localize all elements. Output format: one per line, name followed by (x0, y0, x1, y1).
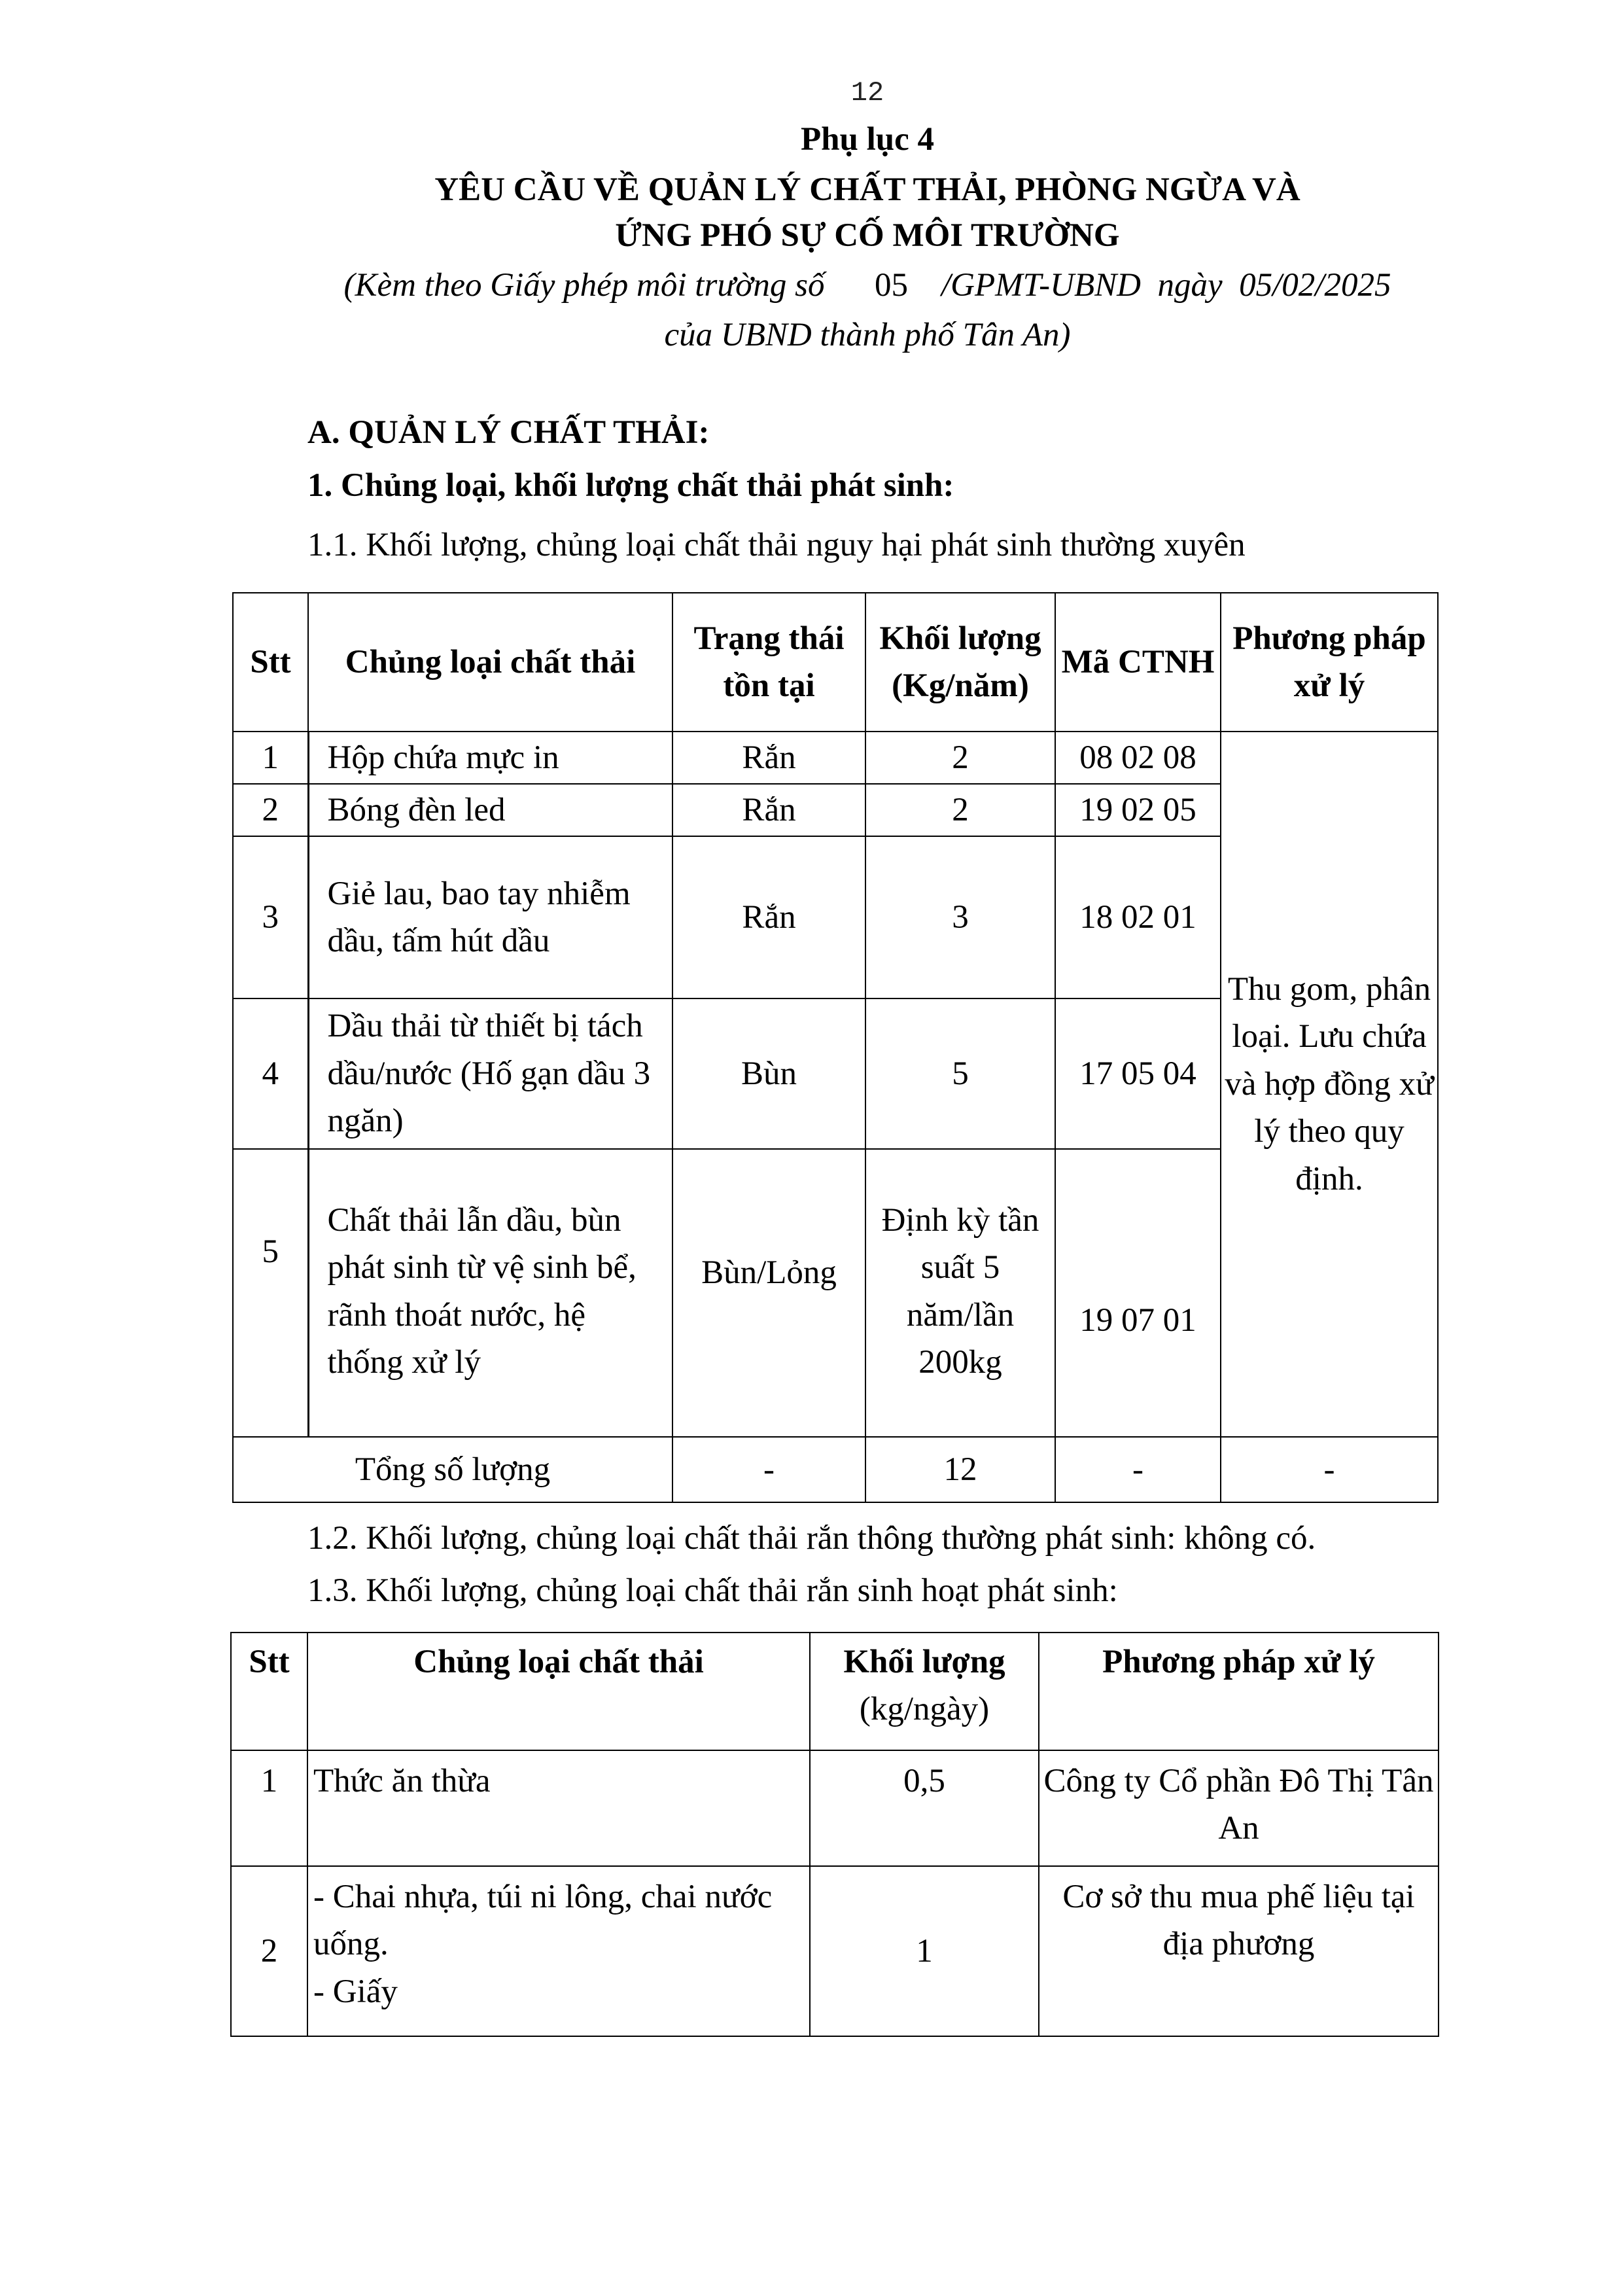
cell-method: Công ty Cổ phần Đô Thị Tân An (1039, 1750, 1439, 1866)
header-stt: Stt (233, 593, 308, 732)
cell-method: Cơ sở thu mua phế liệu tại địa phương (1039, 1866, 1439, 2036)
table-row (231, 1750, 1439, 1866)
header-code: Mã CTNH (1055, 593, 1221, 732)
cell-code: 19 07 01 (1055, 1149, 1221, 1437)
cell-state: Rắn (672, 836, 865, 998)
total-method: - (1221, 1437, 1438, 1502)
document-subtitle-line2: của UBND thành phố Tân An) (664, 317, 1071, 353)
cell-code: 19 02 05 (1055, 784, 1221, 836)
cell-stt: 2 (233, 784, 308, 836)
subtitle-text-1: (Kèm theo Giấy phép môi trường số (343, 267, 825, 304)
cell-mass: 1 (810, 1866, 1039, 2036)
section-1-1-text: 1.1. Khối lượng, chủng loại chất thải nguy hại phát sinh thường xuyên (307, 527, 1246, 563)
permit-number: 05 (874, 267, 908, 304)
waste-type-line: - Giấy (313, 1973, 398, 2010)
header-mass: Khối lượng (Kg/năm) (865, 593, 1055, 732)
cell-waste-type: Giẻ lau, bao tay nhiễm dầu, tấm hút dầu (308, 836, 672, 998)
cell-stt: 2 (231, 1866, 307, 2036)
cell-waste-type: Bóng đèn led (308, 784, 672, 836)
header-waste-type: Chủng loại chất thải (307, 1633, 810, 1750)
document-title-line2: ỨNG PHÓ SỰ CỐ MÔI TRƯỜNG (615, 217, 1120, 254)
cell-state: Bùn/Lỏng (672, 1149, 865, 1437)
total-state: - (672, 1437, 865, 1502)
header-mass-unit: (kg/ngày) (859, 1691, 990, 1728)
header-state: Trạng thái tồn tại (672, 593, 865, 732)
cell-waste-type: Thức ăn thừa (307, 1750, 810, 1866)
total-code: - (1055, 1437, 1221, 1502)
header-method: Phương pháp xử lý (1221, 593, 1438, 732)
section-1-heading: 1. Chủng loại, khối lượng chất thải phát sinh: (307, 467, 954, 504)
cell-code: 18 02 01 (1055, 836, 1221, 998)
cell-waste-type (307, 1866, 810, 2036)
section-1-3-text: 1.3. Khối lượng, chủng loại chất thải rắn sinh hoạt phát sinh: (307, 1572, 1118, 1609)
page-number: 12 (850, 77, 884, 109)
cell-mass: 0,5 (810, 1750, 1039, 1866)
waste-type-line: - Chai nhựa, túi ni lông, chai nước uống. (313, 1879, 773, 1963)
subtitle-text-2: /GPMT-UBND ngày 05/02/2025 (941, 267, 1391, 304)
document-subtitle-line1 (0, 264, 1623, 307)
cell-waste-type: Hộp chứa mực in (308, 732, 672, 784)
cell-waste-type: Dầu thải từ thiết bị tách dầu/nước (Hố gạn dầu 3 ngăn) (308, 998, 672, 1149)
cell-state: Rắn (672, 732, 865, 784)
cell-stt: 3 (233, 836, 308, 998)
cell-mass: 5 (865, 998, 1055, 1149)
cell-mass: 3 (865, 836, 1055, 998)
cell-stt: 5 (233, 1149, 308, 1437)
document-title-line1: YÊU CẦU VỀ QUẢN LÝ CHẤT THẢI, PHÒNG NGỪA VÀ (434, 171, 1300, 208)
cell-mass: Định kỳ tần suất 5 năm/lần 200kg (865, 1149, 1055, 1437)
table-header-row (233, 593, 1438, 732)
domestic-waste-table (230, 1632, 1439, 2037)
table-row (231, 1866, 1439, 2036)
section-1-2-text: 1.2. Khối lượng, chủng loại chất thải rắn thông thường phát sinh: không có. (307, 1520, 1316, 1557)
cell-mass: 2 (865, 784, 1055, 836)
header-waste-type: Chủng loại chất thải (308, 593, 672, 732)
cell-mass: 2 (865, 732, 1055, 784)
hazardous-waste-table (232, 592, 1439, 1503)
cell-state: Bùn (672, 998, 865, 1149)
cell-stt: 4 (233, 998, 308, 1149)
cell-stt: 1 (231, 1750, 307, 1866)
table-header-row (231, 1633, 1439, 1750)
header-mass (810, 1633, 1039, 1750)
header-mass-label: Khối lượng (843, 1644, 1005, 1680)
section-a-heading: A. QUẢN LÝ CHẤT THẢI: (307, 414, 710, 451)
cell-code: 17 05 04 (1055, 998, 1221, 1149)
table-row (233, 732, 1438, 784)
total-label: Tổng số lượng (233, 1437, 672, 1502)
cell-stt: 1 (233, 732, 308, 784)
appendix-label: Phụ lục 4 (800, 121, 935, 158)
total-mass: 12 (865, 1437, 1055, 1502)
cell-method: Thu gom, phân loại. Lưu chứa và hợp đồng xử lý theo quy định. (1221, 732, 1438, 1437)
cell-code: 08 02 08 (1055, 732, 1221, 784)
cell-state: Rắn (672, 784, 865, 836)
table-total-row (233, 1437, 1438, 1502)
cell-waste-type: Chất thải lẫn dầu, bùn phát sinh từ vệ sinh bể, rãnh thoát nước, hệ thống xử lý (308, 1149, 672, 1437)
header-method: Phương pháp xử lý (1039, 1633, 1439, 1750)
header-stt: Stt (231, 1633, 307, 1750)
